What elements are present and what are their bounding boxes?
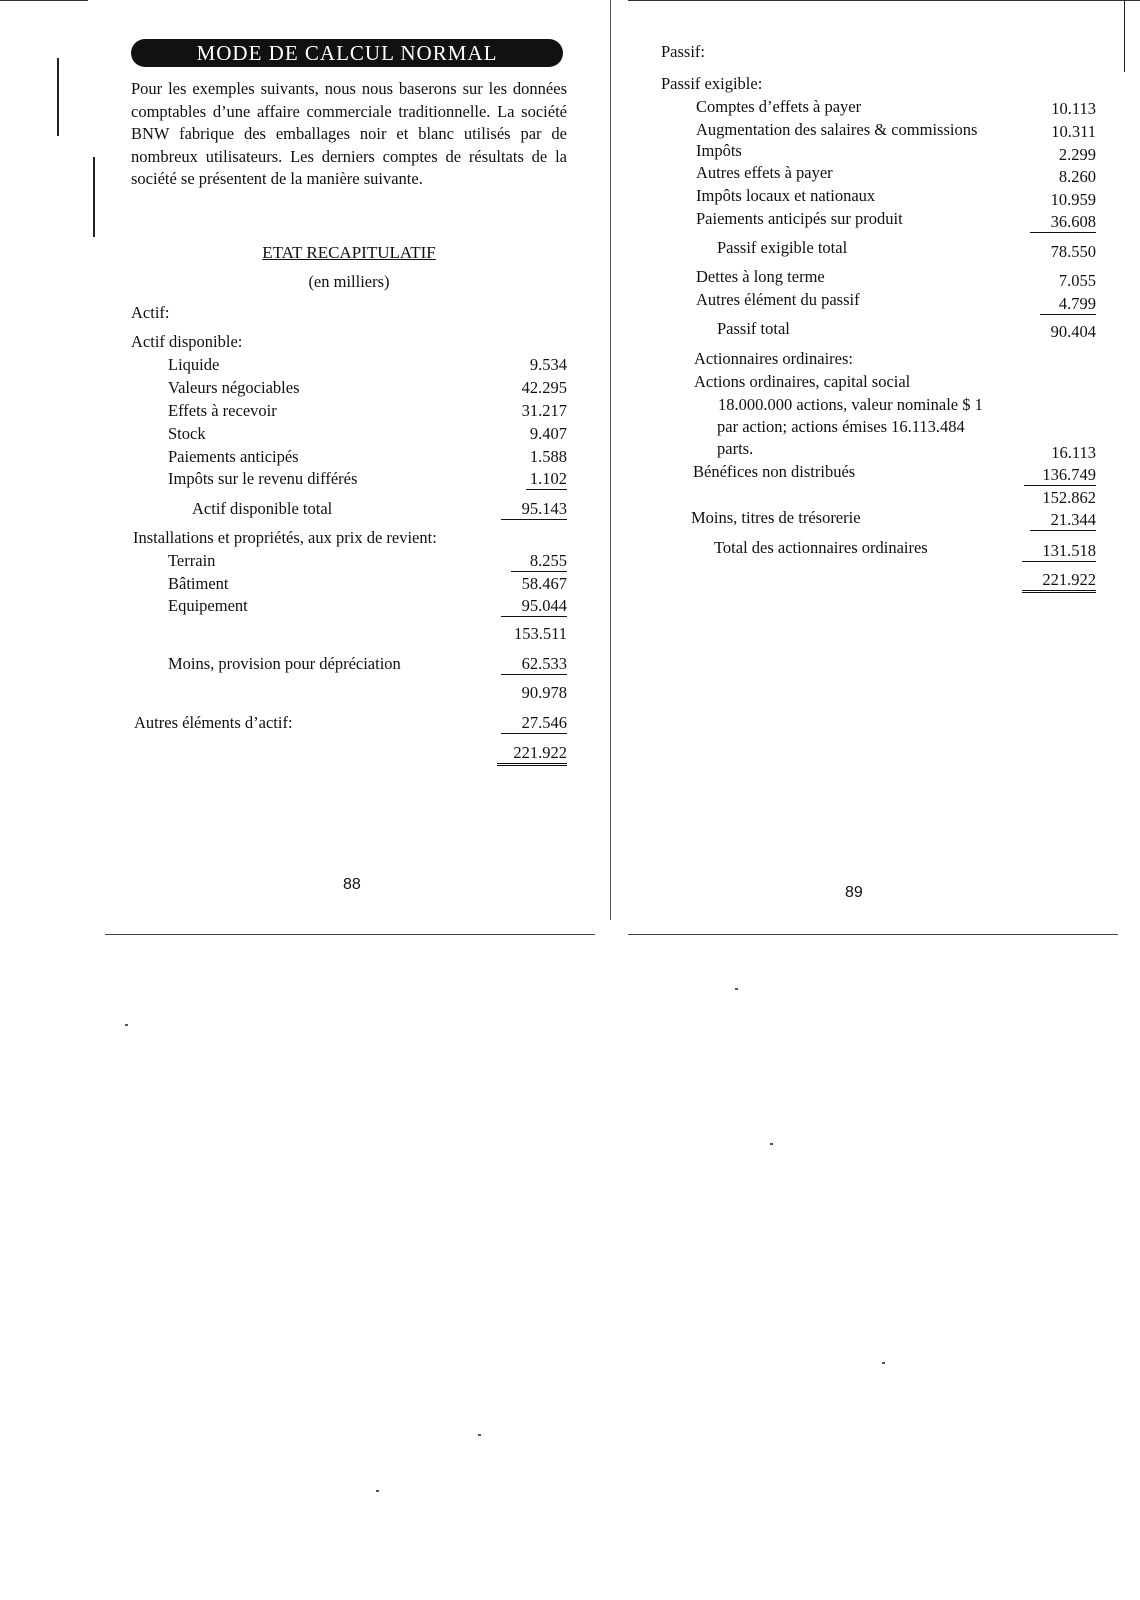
benefices-label: Bénéfices non distribués bbox=[693, 462, 856, 481]
liability-label: Impôts locaux et nationaux bbox=[696, 186, 876, 205]
installation-value: 95.044 bbox=[501, 596, 567, 617]
statement-unit: (en milliers) bbox=[308, 272, 390, 291]
asset-value: 1.102 bbox=[526, 469, 567, 490]
scan-speck bbox=[770, 1143, 773, 1145]
scan-speck bbox=[125, 1024, 128, 1026]
passif-total-value: 90.404 bbox=[1050, 322, 1096, 341]
autres-actif-label: Autres éléments d’actif: bbox=[134, 713, 293, 732]
scan-speck bbox=[478, 1434, 481, 1436]
asset-label: Impôts sur le revenu différés bbox=[168, 469, 358, 488]
dettes-value: 7.055 bbox=[1058, 271, 1096, 290]
installation-label: Terrain bbox=[168, 551, 216, 570]
scan-speck bbox=[376, 1490, 379, 1492]
page-number: 88 bbox=[343, 876, 361, 893]
liability-value: 10.959 bbox=[1050, 190, 1096, 209]
asset-label: Paiements anticipés bbox=[168, 447, 299, 466]
tresorerie-label: Moins, titres de trésorerie bbox=[691, 508, 861, 527]
statement-title-text: ETAT RECAPITULATIF bbox=[262, 243, 436, 262]
installations-subtotal: 153.511 bbox=[513, 624, 567, 643]
actionnaires-subtotal: 152.862 bbox=[1042, 488, 1096, 507]
asset-label: Liquide bbox=[168, 355, 220, 374]
intro-paragraph: Pour les exemples suivants, nous nous baserons sur les données comptables d’une affaire commerciale traditionnelle. La société BNW fabrique des emballages noir et blanc utilisés par de nombreux utilisateurs. Les derniers comptes de résultats de la société se présentent de la manière suivante. bbox=[131, 79, 567, 189]
right-page bbox=[610, 0, 1140, 935]
actions-detail: par action; actions émises 16.113.484 bbox=[717, 417, 965, 436]
liability-value: 2.299 bbox=[1058, 145, 1096, 164]
passif-exigible-total-label: Passif exigible total bbox=[717, 238, 848, 257]
tresorerie-value: 21.344 bbox=[1030, 510, 1096, 531]
liability-label: Autres effets à payer bbox=[696, 163, 833, 182]
liability-value: 10.311 bbox=[1051, 122, 1096, 141]
asset-value: 42.295 bbox=[521, 378, 567, 397]
liability-value: 36.608 bbox=[1030, 212, 1096, 233]
benefices-value: 136.749 bbox=[1024, 465, 1096, 486]
actions-label: Actions ordinaires, capital social bbox=[694, 372, 911, 391]
actif-grand-total: 221.922 bbox=[497, 743, 567, 766]
actions-detail: parts. bbox=[717, 439, 754, 458]
passif-exigible-heading: Passif exigible: bbox=[661, 74, 763, 93]
actif-disponible-total-label: Actif disponible total bbox=[192, 499, 333, 518]
actionnaires-heading: Actionnaires ordinaires: bbox=[694, 349, 853, 368]
asset-value: 31.217 bbox=[521, 401, 567, 420]
asset-label: Effets à recevoir bbox=[168, 401, 277, 420]
passif-exigible-total-value: 78.550 bbox=[1050, 242, 1096, 261]
liability-label: Paiements anticipés sur produit bbox=[696, 209, 903, 228]
asset-value: 9.407 bbox=[529, 424, 567, 443]
installation-label: Bâtiment bbox=[168, 574, 229, 593]
total-actionnaires-value: 131.518 bbox=[1022, 541, 1096, 562]
passif-grand-total: 221.922 bbox=[1022, 570, 1096, 593]
statement-title bbox=[131, 243, 567, 263]
actif-heading: Actif: bbox=[131, 303, 170, 322]
liability-value: 10.113 bbox=[1051, 99, 1096, 118]
installation-value: 8.255 bbox=[511, 551, 567, 572]
asset-label: Stock bbox=[168, 424, 206, 443]
liability-label: Impôts bbox=[696, 141, 742, 160]
section-banner: MODE DE CALCUL NORMAL bbox=[131, 39, 563, 67]
scan-speck bbox=[882, 1362, 885, 1364]
total-actionnaires-label: Total des actionnaires ordinaires bbox=[714, 538, 928, 557]
scan-speck bbox=[735, 988, 738, 990]
left-page bbox=[0, 0, 610, 935]
installation-label: Equipement bbox=[168, 596, 248, 615]
actions-detail: 18.000.000 actions, valeur nominale $ 1 bbox=[718, 395, 983, 414]
autres-passif-value: 4.799 bbox=[1040, 294, 1096, 315]
passif-heading: Passif: bbox=[661, 42, 706, 61]
dettes-label: Dettes à long terme bbox=[696, 267, 825, 286]
net-installations: 90.978 bbox=[521, 683, 567, 702]
depreciation-value: 62.533 bbox=[501, 654, 567, 675]
liability-value: 8.260 bbox=[1058, 167, 1096, 186]
autres-actif-value: 27.546 bbox=[501, 713, 567, 734]
installation-value: 58.467 bbox=[521, 574, 567, 593]
liability-label: Comptes d’effets à payer bbox=[696, 97, 862, 116]
liability-label: Augmentation des salaires & commissions bbox=[696, 120, 978, 139]
page-number: 89 bbox=[845, 884, 863, 901]
actif-disponible-heading: Actif disponible: bbox=[131, 332, 243, 351]
asset-value: 9.534 bbox=[529, 355, 567, 374]
actions-value: 16.113 bbox=[1051, 443, 1096, 462]
installations-heading: Installations et propriétés, aux prix de revient: bbox=[133, 528, 437, 547]
asset-label: Valeurs négociables bbox=[168, 378, 300, 397]
passif-total-label: Passif total bbox=[717, 319, 790, 338]
asset-value: 1.588 bbox=[529, 447, 567, 466]
depreciation-label: Moins, provision pour dépréciation bbox=[168, 654, 401, 673]
autres-passif-label: Autres élément du passif bbox=[696, 290, 860, 309]
actif-disponible-total-value: 95.143 bbox=[501, 499, 567, 520]
